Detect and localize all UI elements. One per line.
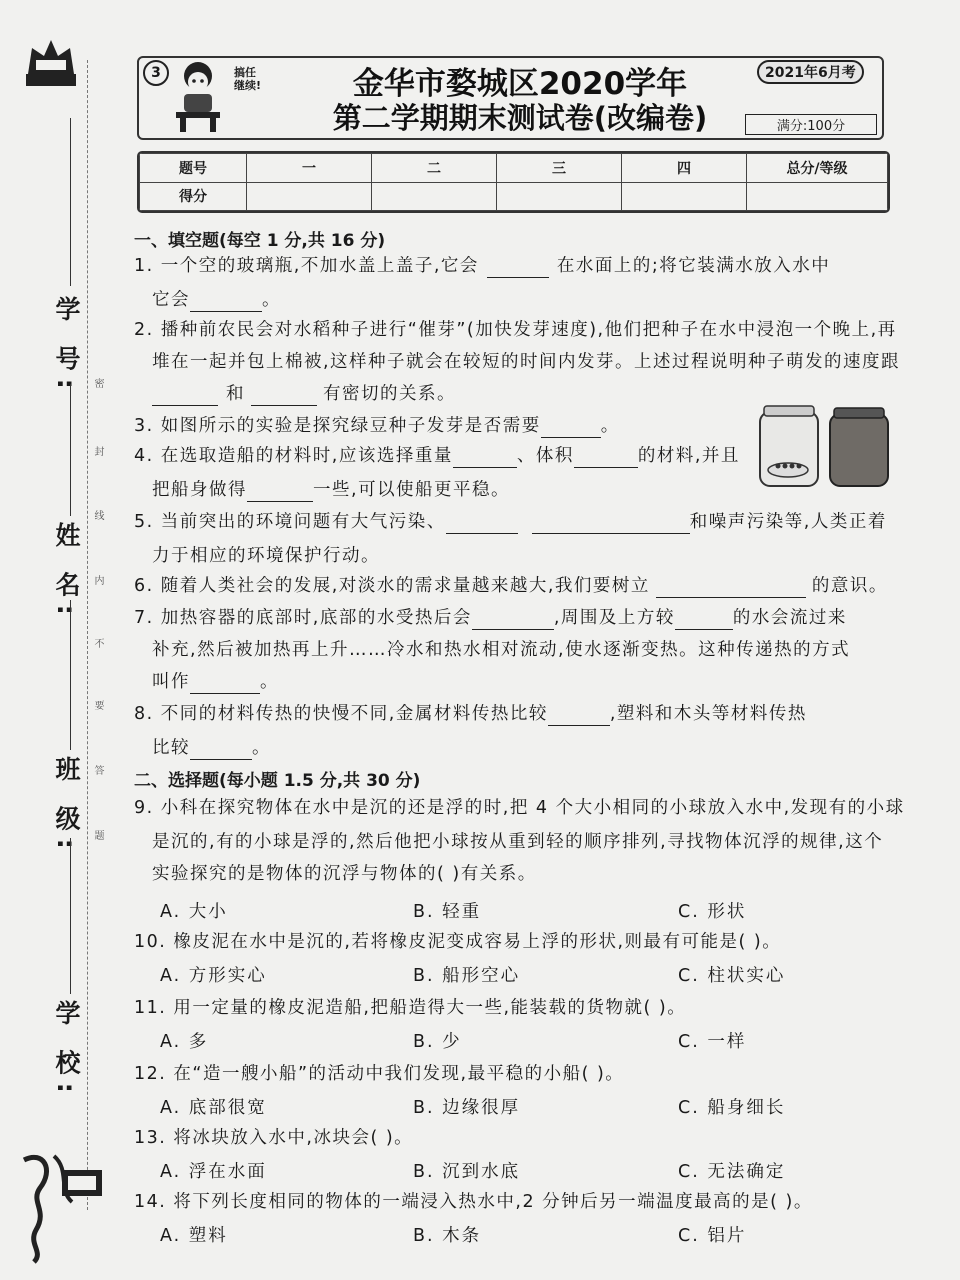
question-9: 9. 小科在探究物体在水中是沉的还是浮的时,把 4 个大小相同的小球放入水中,发现有的小球: [134, 798, 905, 818]
answer-blank[interactable]: [548, 707, 610, 726]
student-id-line[interactable]: [70, 118, 71, 286]
question-4: 4. 在选取造船的材料时,应该选择重量 、体积 的材料,并且: [134, 446, 740, 466]
question-9-cont: 是沉的,有的小球是浮的,然后他把小球按从重到轻的顺序排列,寻找物体沉浮的规律,这个: [152, 832, 884, 852]
option-b[interactable]: B. 少: [413, 1032, 462, 1052]
score-table: [137, 151, 890, 213]
option-c[interactable]: C. 船身细长: [678, 1098, 786, 1118]
score-table-header: 三: [497, 154, 622, 183]
answer-blank[interactable]: [656, 579, 806, 598]
option-a[interactable]: A. 浮在水面: [160, 1162, 267, 1182]
exam-date-tag: 2021年6月考: [757, 60, 864, 84]
score-table-header: 总分/等级: [747, 154, 888, 183]
question-10: 10. 橡皮泥在水中是沉的,若将橡皮泥变成容易上浮的形状,则最有可能是( )。: [134, 932, 782, 952]
student-id-label: 学 号:: [52, 296, 81, 397]
option-c[interactable]: C. 铝片: [678, 1226, 747, 1246]
option-c[interactable]: C. 形状: [678, 902, 747, 922]
question-1: 1. 一个空的玻璃瓶,不加水盖上盖子,它会 在水面上的;将它装满水放入水中: [134, 256, 831, 276]
score-cell[interactable]: [747, 182, 888, 211]
question-11: 11. 用一定量的橡皮泥造船,把船造得大一些,能装载的货物就( )。: [134, 998, 687, 1018]
answer-blank[interactable]: [152, 387, 218, 406]
question-2: 2. 播种前农民会对水稻种子进行“催芽”(加快发芽速度),他们把种子在水中浸泡一个晚上,再: [134, 320, 897, 340]
option-b[interactable]: B. 轻重: [413, 902, 482, 922]
section-heading-multiple-choice: 二、选择题(每小题 1.5 分,共 30 分): [134, 771, 421, 791]
score-table-header-row: [140, 154, 888, 183]
question-6: 6. 随着人类社会的发展,对淡水的需求量越来越大,我们要树立 的意识。: [134, 576, 888, 596]
question-8-cont: 比较 。: [152, 738, 271, 758]
answer-blank[interactable]: [190, 741, 252, 760]
answer-blank[interactable]: [190, 293, 262, 312]
answer-blank[interactable]: [453, 449, 517, 468]
question-12: 12. 在“造一艘小船”的活动中我们发现,最平稳的小船( )。: [134, 1064, 625, 1084]
question-13: 13. 将冰块放入水中,冰块会( )。: [134, 1128, 414, 1148]
question-7-cont: 补充,然后被加热再上升……冷水和热水相对流动,使水逐渐变热。这种传递热的方式: [152, 640, 851, 660]
question-5-cont: 力于相应的环境保护行动。: [152, 546, 380, 566]
question-8: 8. 不同的材料传热的快慢不同,金属材料传热比较 ,塑料和木头等材料传热: [134, 704, 807, 724]
score-cell[interactable]: [622, 182, 747, 211]
score-row-label: 得分: [140, 182, 247, 211]
experiment-figure: [754, 404, 894, 490]
exam-title-line2: 第二学期期末测试卷(改编卷): [332, 101, 708, 135]
answer-blank[interactable]: [541, 419, 601, 438]
question-2-cont2: 和 有密切的关系。: [152, 382, 456, 406]
question-7: 7. 加热容器的底部时,底部的水受热后会 ,周围及上方较 的水会流过来: [134, 608, 847, 628]
answer-blank[interactable]: [247, 483, 313, 502]
score-table-header: 二: [372, 154, 497, 183]
full-score-tag: 满分:100分: [745, 114, 877, 135]
answer-blank[interactable]: [487, 259, 549, 278]
score-table-header: 题号: [140, 154, 247, 183]
question-2-cont: 堆在一起并包上棉被,这样种子就会在较短的时间内发芽。上述过程说明种子萌发的速度跟: [152, 352, 901, 372]
question-14: 14. 将下列长度相同的物体的一端浸入热水中,2 分钟后另一端温度最高的是( )。: [134, 1192, 813, 1212]
answer-blank[interactable]: [190, 675, 260, 694]
question-5: 5. 当前突出的环境问题有大气污染、 和噪声污染等,人类正着: [134, 512, 887, 532]
option-b[interactable]: B. 船形空心: [413, 966, 521, 986]
question-9-cont2: 实验探究的是物体的沉浮与物体的( )有关系。: [152, 864, 537, 884]
answer-blank[interactable]: [675, 611, 733, 630]
score-table-header: 四: [622, 154, 747, 183]
option-a[interactable]: A. 大小: [160, 902, 228, 922]
score-cell[interactable]: [247, 182, 372, 211]
mascot-illustration: [170, 58, 226, 134]
exam-number-badge: [143, 60, 169, 86]
option-c[interactable]: C. 一样: [678, 1032, 747, 1052]
fold-line: [87, 60, 88, 1210]
question-1-cont: 它会 。: [152, 290, 281, 310]
answer-blank[interactable]: [251, 387, 317, 406]
class-line[interactable]: [70, 600, 71, 750]
question-4-cont: 把船身做得 一些,可以使船更平稳。: [152, 480, 511, 500]
option-a[interactable]: A. 多: [160, 1032, 209, 1052]
mascot-caption: 搞任 继续!: [234, 66, 262, 92]
brand-logo: [14, 1140, 106, 1265]
option-c[interactable]: C. 柱状实心: [678, 966, 786, 986]
answer-blank[interactable]: [574, 449, 638, 468]
name-line[interactable]: [70, 384, 71, 516]
score-table-score-row: [140, 182, 888, 211]
option-b[interactable]: B. 沉到水底: [413, 1162, 521, 1182]
section-heading-fill-blank: 一、填空题(每空 1 分,共 16 分): [134, 231, 386, 251]
school-line[interactable]: [70, 838, 71, 994]
option-b[interactable]: B. 木条: [413, 1226, 482, 1246]
logo-badge: [22, 34, 80, 90]
exam-title-line1: 金华市婺城区2020学年: [352, 66, 688, 102]
answer-blank[interactable]: [446, 515, 518, 534]
school-label: 学 校:: [52, 1000, 81, 1101]
option-a[interactable]: A. 方形实心: [160, 966, 267, 986]
answer-blank[interactable]: [532, 515, 690, 534]
question-3: 3. 如图所示的实验是探究绿豆种子发芽是否需要 。: [134, 416, 620, 436]
option-b[interactable]: B. 边缘很厚: [413, 1098, 521, 1118]
score-cell[interactable]: [497, 182, 622, 211]
score-table-header: 一: [247, 154, 372, 183]
class-label: 班 级:: [52, 756, 81, 857]
question-7-cont2: 叫作 。: [152, 672, 279, 692]
name-label: 姓 名:: [52, 522, 81, 623]
exam-number: 3: [151, 65, 161, 81]
option-a[interactable]: A. 底部很宽: [160, 1098, 267, 1118]
option-c[interactable]: C. 无法确定: [678, 1162, 786, 1182]
answer-blank[interactable]: [472, 611, 554, 630]
score-cell[interactable]: [372, 182, 497, 211]
option-a[interactable]: A. 塑料: [160, 1226, 228, 1246]
